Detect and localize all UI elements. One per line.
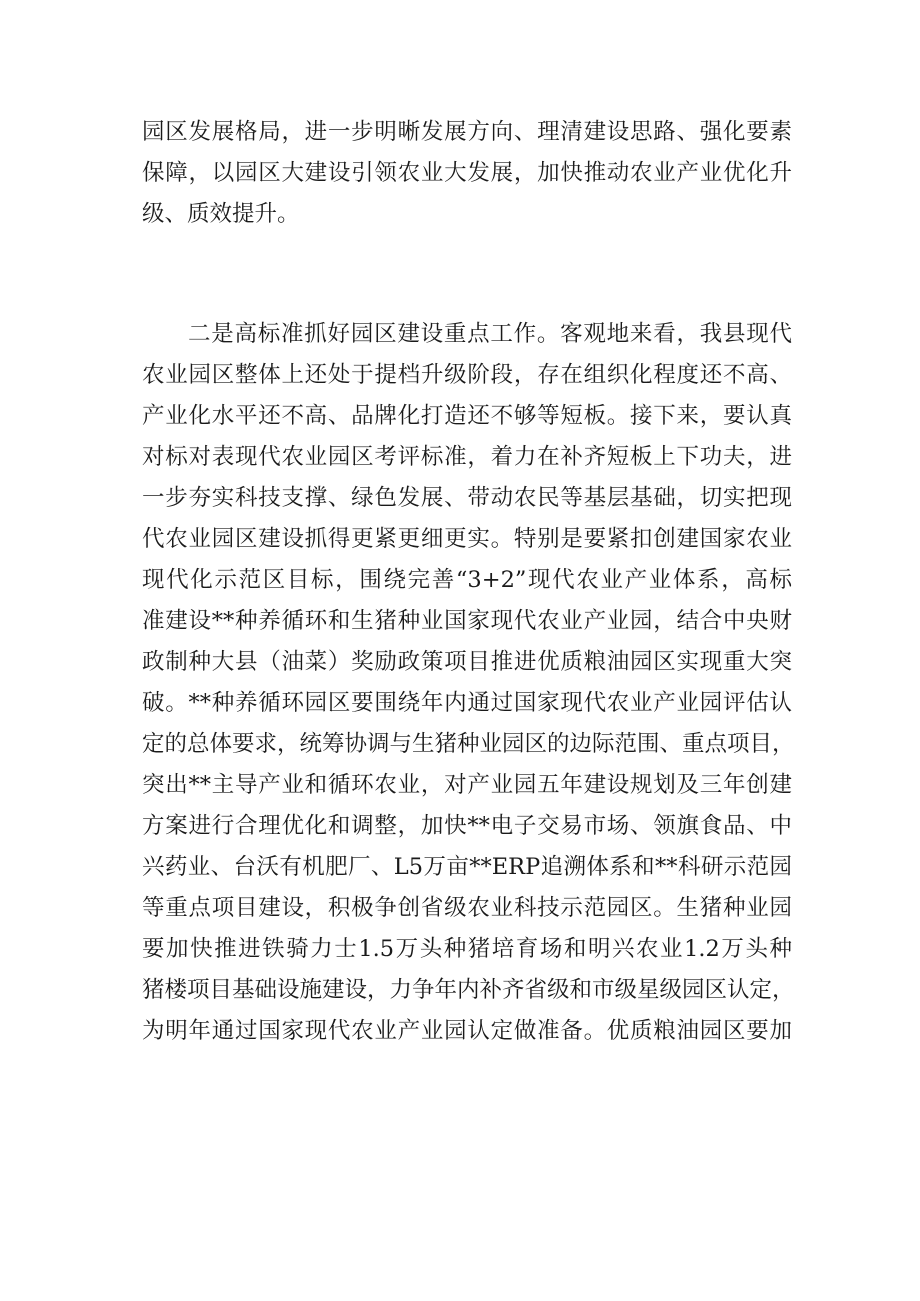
paragraph-1 xyxy=(142,112,792,235)
paragraph-line: 破。**种养循环园区要围绕年内通过国家现代农业产业园评估认 xyxy=(142,690,792,716)
paragraph-line: 猪楼项目基础设施建设，力争年内补齐省级和市级星级园区认定， xyxy=(142,977,795,1003)
paragraph-line: 为明年通过国家现代农业产业园认定做准备。优质粮油园区要加 xyxy=(142,1018,792,1044)
paragraph-line: 保障，以园区大建设引领农业大发展，加快推动农业产业优化升 xyxy=(142,160,792,186)
paragraph-line: 产业化水平还不高、品牌化打造还不够等短板。接下来，要认真 xyxy=(142,403,792,429)
paragraph-line: 一步夯实科技支撑、绿色发展、带动农民等基层基础，切实把现 xyxy=(142,485,792,511)
paragraph-line: 等重点项目建设，积极争创省级农业科技示范园区。生猪种业园 xyxy=(142,895,792,921)
paragraph-line: 对标对表现代农业园区考评标准，着力在补齐短板上下功夫，进 xyxy=(142,444,792,470)
paragraph-line: 代农业园区建设抓得更紧更细更实。特别是要紧扣创建国家农业 xyxy=(142,526,792,552)
paragraph-line: 兴药业、台沃有机肥厂、L5万亩**ERP追溯体系和**科研示范园 xyxy=(142,854,792,880)
paragraph-line: 政制种大县（油菜）奖励政策项目推进优质粮油园区实现重大突 xyxy=(142,649,792,675)
paragraph-line: 二是高标准抓好园区建设重点工作。客观地来看，我县现代 xyxy=(188,321,792,347)
paragraph-line: 突出**主导产业和循环农业，对产业园五年建设规划及三年创建 xyxy=(142,772,792,798)
paragraph-2 xyxy=(142,314,795,1052)
paragraph-line: 级、质效提升。 xyxy=(142,201,300,227)
paragraph-line: 方案进行合理优化和调整，加快**电子交易市场、领旗食品、中 xyxy=(142,813,792,839)
paragraph-line: 农业园区整体上还处于提档升级阶段，存在组织化程度还不高、 xyxy=(142,362,792,388)
paragraph-line: 园区发展格局，进一步明晰发展方向、理清建设思路、强化要素 xyxy=(142,119,792,145)
paragraph-line: 定的总体要求，统筹协调与生猪种业园区的边际范围、重点项目， xyxy=(142,731,795,757)
paragraph-line: 准建设**种养循环和生猪种业国家现代农业产业园，结合中央财 xyxy=(142,608,792,634)
paragraph-line: 要加快推进铁骑力士1.5万头种猪培育场和明兴农业1.2万头种 xyxy=(142,936,792,962)
paragraph-line: 现代化示范区目标，围绕完善“3+2”现代农业产业体系，高标 xyxy=(142,567,792,593)
